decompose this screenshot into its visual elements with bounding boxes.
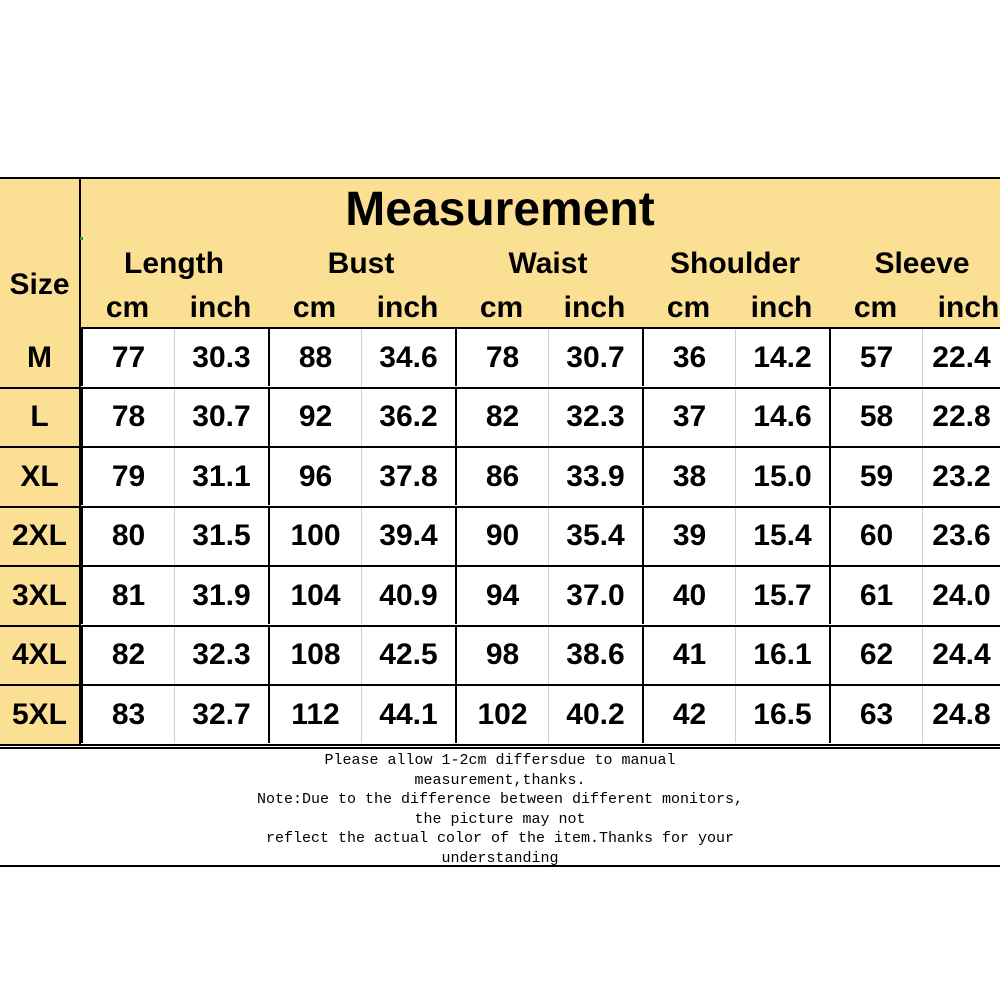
value-cell: 16.1 xyxy=(735,627,829,684)
value-cell: 24.4 xyxy=(922,627,1000,684)
size-cell: M xyxy=(27,340,52,374)
header-length: Length xyxy=(124,247,224,280)
unit-cm: cm xyxy=(853,291,898,324)
value-cell: 24.8 xyxy=(922,686,1000,743)
value-cell: 32.7 xyxy=(174,686,268,743)
value-cell: 31.1 xyxy=(174,448,268,505)
value-cell: 108 xyxy=(268,627,361,684)
header-bust: Bust xyxy=(327,247,395,280)
value-cell: 79 xyxy=(81,448,174,505)
size-cell: XL xyxy=(20,459,59,493)
value-cell: 35.4 xyxy=(548,508,642,565)
value-cell: 102 xyxy=(455,686,548,743)
value-cell: 44.1 xyxy=(361,686,455,743)
value-cell: 112 xyxy=(268,686,361,743)
value-cell: 60 xyxy=(829,508,922,565)
size-cell: 2XL xyxy=(11,519,68,552)
value-cell: 30.7 xyxy=(548,329,642,386)
value-cell: 62 xyxy=(829,627,922,684)
value-cell: 36.2 xyxy=(361,389,455,446)
value-cell: 94 xyxy=(455,567,548,624)
unit-cm: cm xyxy=(292,291,337,324)
value-cell: 30.3 xyxy=(174,329,268,386)
unit-inch: inch xyxy=(376,291,439,324)
value-cell: 92 xyxy=(268,389,361,446)
stray-dot xyxy=(80,237,83,240)
value-cell: 83 xyxy=(81,686,174,743)
value-cell: 37.8 xyxy=(361,448,455,505)
value-cell: 63 xyxy=(829,686,922,743)
value-cell: 32.3 xyxy=(174,627,268,684)
value-cell: 90 xyxy=(455,508,548,565)
value-cell: 77 xyxy=(81,329,174,386)
header-sleeve: Sleeve xyxy=(874,247,970,280)
value-cell: 14.2 xyxy=(735,329,829,386)
size-cell: 5XL xyxy=(11,697,68,731)
value-cell: 32.3 xyxy=(548,389,642,446)
value-cell: 34.6 xyxy=(361,329,455,386)
value-cell: 39 xyxy=(642,508,735,565)
value-cell: 82 xyxy=(81,627,174,684)
unit-cm: cm xyxy=(105,291,150,324)
value-cell: 40.9 xyxy=(361,567,455,624)
table-row xyxy=(0,448,1000,508)
value-cell: 59 xyxy=(829,448,922,505)
value-cell: 41 xyxy=(642,627,735,684)
value-cell: 40.2 xyxy=(548,686,642,743)
note-line: the picture may not xyxy=(414,810,586,828)
value-cell: 104 xyxy=(268,567,361,624)
value-cell: 38 xyxy=(642,448,735,505)
chart-title: Measurement xyxy=(0,179,1000,241)
value-cell: 31.9 xyxy=(174,567,268,624)
value-cell: 31.5 xyxy=(174,508,268,565)
table-row xyxy=(0,389,1000,449)
table-row xyxy=(0,508,1000,568)
unit-inch: inch xyxy=(189,291,252,324)
value-cell: 40 xyxy=(642,567,735,624)
value-cell: 78 xyxy=(81,389,174,446)
unit-cm: cm xyxy=(666,291,711,324)
size-chart xyxy=(0,177,1000,867)
value-cell: 15.0 xyxy=(735,448,829,505)
value-cell: 81 xyxy=(81,567,174,624)
table-row xyxy=(0,627,1000,687)
header-waist: Waist xyxy=(508,247,588,280)
unit-inch: inch xyxy=(563,291,626,324)
value-cell: 78 xyxy=(455,329,548,386)
value-cell: 98 xyxy=(455,627,548,684)
disclaimer-note xyxy=(0,747,1000,867)
value-cell: 86 xyxy=(455,448,548,505)
value-cell: 23.6 xyxy=(922,508,1000,565)
size-header: Size xyxy=(9,268,70,301)
value-cell: 22.8 xyxy=(922,389,1000,446)
value-cell: 15.7 xyxy=(735,567,829,624)
table-row xyxy=(0,686,1000,746)
value-cell: 96 xyxy=(268,448,361,505)
value-cell: 23.2 xyxy=(922,448,1000,505)
value-cell: 42.5 xyxy=(361,627,455,684)
value-cell: 14.6 xyxy=(735,389,829,446)
size-cell: 4XL xyxy=(11,638,68,671)
unit-cm: cm xyxy=(479,291,524,324)
value-cell: 57 xyxy=(829,329,922,386)
size-cell: L xyxy=(30,400,49,433)
value-cell: 88 xyxy=(268,329,361,386)
note-line: Note:Due to the difference between different monitors, xyxy=(256,791,744,808)
value-cell: 58 xyxy=(829,389,922,446)
value-cell: 37.0 xyxy=(548,567,642,624)
value-cell: 33.9 xyxy=(548,448,642,505)
note-line: measurement,thanks. xyxy=(414,771,586,789)
value-cell: 30.7 xyxy=(174,389,268,446)
value-cell: 100 xyxy=(268,508,361,565)
table-row xyxy=(0,329,1000,389)
header-shoulder: Shoulder xyxy=(669,247,800,280)
value-cell: 24.0 xyxy=(922,567,1000,624)
size-cell: 3XL xyxy=(11,578,68,612)
unit-inch: inch xyxy=(750,291,813,324)
unit-inch: inch xyxy=(937,291,1000,324)
value-cell: 61 xyxy=(829,567,922,624)
value-cell: 37 xyxy=(642,389,735,446)
table-row xyxy=(0,567,1000,627)
value-cell: 42 xyxy=(642,686,735,743)
value-cell: 15.4 xyxy=(735,508,829,565)
value-cell: 16.5 xyxy=(735,686,829,743)
value-cell: 39.4 xyxy=(361,508,455,565)
note-line: Please allow 1-2cm differsdue to manual xyxy=(324,752,676,769)
value-cell: 22.4 xyxy=(922,329,1000,386)
value-cell: 80 xyxy=(81,508,174,565)
value-cell: 38.6 xyxy=(548,627,642,684)
value-cell: 36 xyxy=(642,329,735,386)
value-cell: 82 xyxy=(455,389,548,446)
note-line: reflect the actual color of the item.Thanks for your xyxy=(265,830,735,847)
note-line: understanding xyxy=(441,849,559,867)
